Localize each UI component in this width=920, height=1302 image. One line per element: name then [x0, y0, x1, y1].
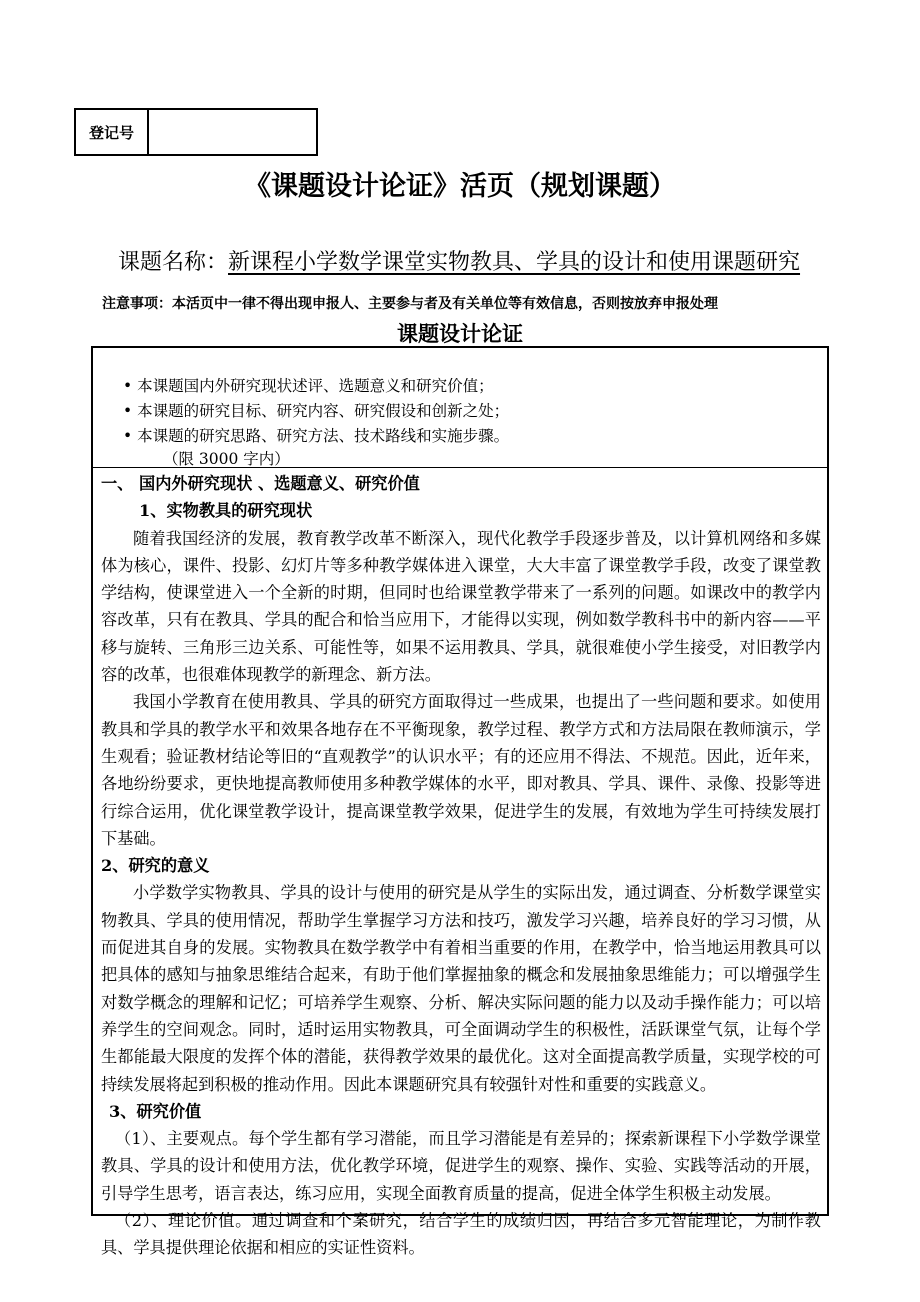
requirements-box — [93, 348, 827, 468]
subheading-3: 3、研究价值 — [109, 1101, 202, 1121]
heading-1: 一、 国内外研究现状 、选题意义、研究价值 — [101, 474, 420, 493]
requirement-item: • 本课题的研究思路、研究方法、技术路线和实施步骤。 — [123, 427, 510, 445]
notice-text: 注意事项：本活页中一律不得出现申报人、主要参与者及有关单位等有效信息，否则按放弃申报处理 — [102, 296, 718, 312]
topic-prefix: 课题名称： — [118, 250, 229, 275]
registration-box — [74, 108, 318, 156]
document-title: 《课题设计论证》活页（规划课题） — [244, 171, 676, 202]
registration-value-field[interactable] — [149, 110, 316, 154]
topic-line — [118, 245, 838, 276]
registration-label: 登记号 — [76, 110, 149, 154]
subheading-1: 1、实物教具的研究现状 — [139, 501, 313, 521]
word-limit: （限 3000 字内） — [163, 450, 290, 468]
requirement-item: • 本课题国内外研究现状述评、选题意义和研究价值； — [123, 377, 494, 395]
content-body — [101, 470, 821, 1262]
paragraph: （2）、理论价值。通过调查和个案研究，结合学生的成绩归因，再结合多元智能理论，为制作教具、学具提供理论依据和相应的实证性资料。 — [101, 1211, 821, 1258]
paragraph: （1）、主要观点。每个学生都有学习潜能，而且学习潜能是有差异的；探索新课程下小学数学课堂教具、学具的设计和使用方法，优化教学环境，促进学生的观察、操作、实验、实践等活动的开展，引导学生思考，语言表达，练习应用，实现全面教育质量的提高，促进全体学生积极主动发展。 — [101, 1129, 821, 1203]
requirement-item: • 本课题的研究目标、研究内容、研究假设和创新之处； — [123, 402, 510, 420]
section-title: 课题设计论证 — [397, 322, 523, 346]
paragraph: 随着我国经济的发展，教育教学改革不断深入，现代化教学手段逐步普及，以计算机网络和多媒体为核心，课件、投影、幻灯片等多种教学媒体进入课堂，大大丰富了课堂教学手段，改变了课堂教学结构，使课堂进入一个全新的时期，但同时也给课堂教学带来了一系列的问题。如课改中的教学内容改革，只有在教具、学具的配合和恰当应用下，才能得以实现，例如数学教科书中的新内容——平移与旋转、三角形三边关系、可能性等，如果不运用教具、学具，就很难使小学生接受，对旧教学内容的改革，也很难体现教学的新理念、新方法。 — [101, 528, 821, 685]
subheading-2: 2、研究的意义 — [101, 856, 210, 876]
design-argument-frame — [91, 346, 829, 1258]
paragraph: 我国小学教育在使用教具、学具的研究方面取得过一些成果，也提出了一些问题和要求。如使用教具和学具的教学水平和效果各地存在不平衡现象，教学过程、教学方式和方法局限在教师演示，学生观看；验证教材结论等旧的“直观教学”的认识水平；有的还应用不得法、不规范。因此，近年来，各地纷纷要求，更快地提高教师使用多种教学媒体的水平，即对教具、学具、课件、录像、投影等进行综合运用，优化课堂教学设计，提高课堂教学效果，促进学生的发展，有效地为学生可持续发展打下基础。 — [101, 692, 821, 848]
topic-name: 新课程小学数学课堂实物教具、学具的设计和使用课题研究 — [228, 250, 801, 275]
paragraph: 小学数学实物教具、学具的设计与使用的研究是从学生的实际出发，通过调查、分析数学课堂实物教具、学具的使用情况，帮助学生掌握学习方法和技巧，激发学习兴趣，培养良好的学习习惯，从而促进其自身的发展。实物教具在数学教学中有着相当重要的作用，在教学中，恰当地运用教具可以把具体的感知与抽象思维结合起来，有助于他们掌握抽象的概念和发展抽象思维能力；可以增强学生对数学概念的理解和记忆；可培养学生观察、分析、解决实际问题的能力以及动手操作能力；可以培养学生的空间观念。同时，适时运用实物教具，可全面调动学生的积极性，活跃课堂气氛，让每个学生都能最大限度的发挥个体的潜能，获得教学效果的最优化。这对全面提高教学质量，实现学校的可持续发展将起到积极的推动作用。因此本课题研究具有较强针对性和重要的实践意义。 — [101, 883, 821, 1094]
